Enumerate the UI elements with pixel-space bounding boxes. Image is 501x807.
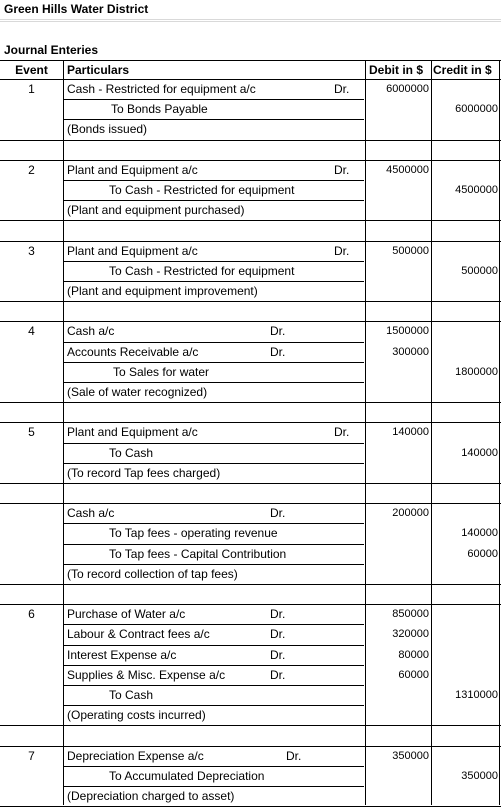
journal-row <box>0 343 501 363</box>
credit-amount <box>432 423 498 443</box>
debit-amount <box>366 726 429 746</box>
dr-marker: Dr. <box>270 627 286 641</box>
journal-row <box>0 706 501 726</box>
particulars-text: To Tap fees - operating revenue <box>109 526 278 540</box>
particulars-text: (Operating costs incurred) <box>67 708 206 722</box>
credit-amount <box>432 666 498 686</box>
debit-amount <box>366 524 429 544</box>
particulars-text: (To record collection of tap fees) <box>67 567 238 581</box>
debit-amount <box>366 787 429 807</box>
particulars-text: (Plant and equipment purchased) <box>67 203 245 217</box>
spacer-row <box>0 221 501 241</box>
debit-amount <box>366 686 429 706</box>
subtitle-row <box>0 41 501 61</box>
journal-row <box>0 100 501 120</box>
journal-row <box>0 605 501 625</box>
credit-amount: 140000 <box>461 527 498 539</box>
journal-row <box>0 666 501 686</box>
event-number <box>0 444 63 464</box>
particulars-text: To Cash - Restricted for equipment <box>109 183 295 197</box>
debit-amount <box>366 302 429 322</box>
journal-row <box>0 787 501 807</box>
dr-marker: Dr. <box>270 345 286 359</box>
dr-marker: Dr. <box>270 324 286 338</box>
column-divider <box>63 60 64 805</box>
credit-amount: 500000 <box>461 265 498 277</box>
credit-amount: 6000000 <box>455 103 498 115</box>
journal-row <box>0 625 501 645</box>
journal-row <box>0 767 501 787</box>
journal-row <box>0 444 501 464</box>
event-number <box>0 464 63 484</box>
journal-row <box>0 646 501 666</box>
page-title: Green Hills Water District <box>4 2 149 16</box>
event-number <box>0 545 63 565</box>
event-number <box>0 262 63 282</box>
column-divider <box>365 60 366 805</box>
title-row <box>0 0 501 20</box>
credit-amount <box>432 605 498 625</box>
particulars-text: To Cash <box>109 446 154 460</box>
event-number <box>0 565 63 585</box>
spacer-row <box>0 726 501 746</box>
particulars-text: To Cash - Restricted for equipment <box>109 264 295 278</box>
journal-row <box>0 565 501 585</box>
particulars-text: Cash a/c <box>67 324 115 338</box>
spacer-row <box>0 403 501 423</box>
particulars-text: (Depreciation charged to asset) <box>67 789 235 803</box>
debit-amount: 4500000 <box>386 164 429 176</box>
page-subtitle: Journal Enteries <box>4 43 99 57</box>
credit-amount <box>432 80 498 100</box>
event-number <box>0 120 63 140</box>
event-number <box>0 282 63 302</box>
credit-amount <box>432 282 498 302</box>
event-number <box>0 767 63 787</box>
event-number <box>0 100 63 120</box>
debit-amount: 6000000 <box>386 83 429 95</box>
credit-amount <box>432 403 498 423</box>
journal-row <box>0 747 501 767</box>
journal-row <box>0 161 501 181</box>
event-number <box>0 524 63 544</box>
journal-row <box>0 423 501 443</box>
dr-marker: Dr. <box>270 506 286 520</box>
particulars-text: Cash a/c <box>67 506 115 520</box>
journal-row <box>0 545 501 565</box>
debit-amount <box>366 464 429 484</box>
credit-amount <box>432 464 498 484</box>
header-row <box>0 60 501 80</box>
credit-amount <box>432 221 498 241</box>
event-number <box>0 646 63 666</box>
credit-amount: 1800000 <box>455 366 498 378</box>
debit-amount: 350000 <box>392 750 429 762</box>
particulars-text: To Tap fees - Capital Contribution <box>109 547 287 561</box>
credit-amount <box>432 646 498 666</box>
credit-amount <box>432 201 498 221</box>
event-number <box>0 726 63 746</box>
particulars-text: Depreciation Expense a/c <box>67 749 204 763</box>
spacer-row <box>0 141 501 161</box>
debit-amount <box>366 585 429 605</box>
dr-marker: Dr. <box>270 668 286 682</box>
particulars-text: To Cash <box>109 688 154 702</box>
event-number: 1 <box>28 82 35 96</box>
event-number: 7 <box>28 749 35 763</box>
event-number: 4 <box>28 324 35 338</box>
credit-amount <box>432 141 498 161</box>
event-number: 5 <box>28 425 35 439</box>
journal-row <box>0 120 501 140</box>
debit-amount <box>366 484 429 504</box>
journal-row <box>0 80 501 100</box>
particulars-text: To Sales for water <box>113 365 210 379</box>
journal-row <box>0 262 501 282</box>
event-number <box>0 141 63 161</box>
credit-amount <box>432 484 498 504</box>
column-divider <box>431 60 432 805</box>
credit-amount <box>432 383 498 403</box>
credit-amount <box>432 161 498 181</box>
dr-marker: Dr. <box>270 607 286 621</box>
credit-amount <box>432 504 498 524</box>
particulars-text: Plant and Equipment a/c <box>67 244 198 258</box>
debit-amount <box>366 545 429 565</box>
journal-row <box>0 322 501 342</box>
journal-row <box>0 181 501 201</box>
debit-amount <box>366 444 429 464</box>
journal-row <box>0 524 501 544</box>
event-number <box>0 181 63 201</box>
credit-amount <box>432 242 498 262</box>
event-number <box>0 706 63 726</box>
particulars-text: To Bonds Payable <box>111 102 208 116</box>
dr-marker: Dr. <box>270 648 286 662</box>
debit-amount: 140000 <box>392 426 429 438</box>
credit-amount: 140000 <box>461 447 498 459</box>
header-debit: Debit in $ <box>369 63 424 77</box>
credit-amount <box>432 120 498 140</box>
debit-amount: 320000 <box>392 628 429 640</box>
particulars-text: Cash - Restricted for equipment a/c <box>67 82 256 96</box>
particulars-text: (Plant and equipment improvement) <box>67 284 258 298</box>
debit-amount <box>366 706 429 726</box>
particulars-text: (Bonds issued) <box>67 122 148 136</box>
event-number: 3 <box>28 244 35 258</box>
journal-row <box>0 242 501 262</box>
debit-amount: 300000 <box>392 346 429 358</box>
credit-amount: 4500000 <box>455 184 498 196</box>
spacer-row <box>0 484 501 504</box>
credit-amount: 350000 <box>461 770 498 782</box>
particulars-text: To Accumulated Depreciation <box>109 769 265 783</box>
debit-amount <box>366 141 429 161</box>
header-particulars: Particulars <box>67 63 130 77</box>
particulars-text: (To record Tap fees charged) <box>67 466 221 480</box>
credit-amount <box>432 787 498 807</box>
debit-amount: 200000 <box>392 507 429 519</box>
journal-row <box>0 201 501 221</box>
debit-amount <box>366 282 429 302</box>
column-divider <box>499 60 500 805</box>
debit-amount <box>366 363 429 383</box>
event-number <box>0 625 63 645</box>
spacer-row <box>0 585 501 605</box>
journal-row <box>0 464 501 484</box>
grid-divider <box>0 21 501 22</box>
debit-amount <box>366 221 429 241</box>
debit-amount <box>366 767 429 787</box>
debit-amount: 60000 <box>398 669 429 681</box>
particulars-text: (Sale of water recognized) <box>67 385 208 399</box>
header-credit: Credit in $ <box>433 63 492 77</box>
spacer-row <box>0 302 501 322</box>
debit-amount <box>366 201 429 221</box>
dr-marker: Dr. <box>334 244 350 258</box>
credit-amount <box>432 302 498 322</box>
journal-row <box>0 504 501 524</box>
event-number <box>0 302 63 322</box>
credit-amount <box>432 747 498 767</box>
debit-amount: 500000 <box>392 245 429 257</box>
particulars-text: Interest Expense a/c <box>67 648 177 662</box>
event-number <box>0 686 63 706</box>
event-number <box>0 585 63 605</box>
event-number: 2 <box>28 163 35 177</box>
particulars-text: Plant and Equipment a/c <box>67 425 198 439</box>
debit-amount: 850000 <box>392 608 429 620</box>
journal-row <box>0 686 501 706</box>
credit-amount: 1310000 <box>455 689 498 701</box>
particulars-text: Accounts Receivable a/c <box>67 345 199 359</box>
dr-marker: Dr. <box>334 82 350 96</box>
debit-amount <box>366 100 429 120</box>
credit-amount <box>432 343 498 363</box>
debit-amount <box>366 383 429 403</box>
event-number <box>0 383 63 403</box>
credit-amount <box>432 706 498 726</box>
debit-amount: 1500000 <box>386 325 429 337</box>
credit-amount <box>432 322 498 342</box>
credit-amount <box>432 585 498 605</box>
debit-amount <box>366 181 429 201</box>
credit-amount <box>432 726 498 746</box>
event-number <box>0 343 63 363</box>
debit-amount <box>366 403 429 423</box>
event-number <box>0 504 63 524</box>
event-number <box>0 201 63 221</box>
event-number <box>0 484 63 504</box>
journal-row <box>0 383 501 403</box>
particulars-text: Labour & Contract fees a/c <box>67 627 210 641</box>
credit-amount: 60000 <box>467 548 498 560</box>
particulars-text: Supplies & Misc. Expense a/c <box>67 668 226 682</box>
dr-marker: Dr. <box>334 163 350 177</box>
credit-amount <box>432 565 498 585</box>
journal-row <box>0 363 501 383</box>
header-event: Event <box>15 63 48 77</box>
event-number <box>0 363 63 383</box>
event-number <box>0 787 63 807</box>
dr-marker: Dr. <box>286 749 302 763</box>
journal-row <box>0 282 501 302</box>
credit-amount <box>432 625 498 645</box>
event-number <box>0 666 63 686</box>
debit-amount <box>366 262 429 282</box>
particulars-text: Purchase of Water a/c <box>67 607 186 621</box>
event-number: 6 <box>28 607 35 621</box>
dr-marker: Dr. <box>334 425 350 439</box>
event-number <box>0 403 63 423</box>
debit-amount <box>366 565 429 585</box>
event-number <box>0 221 63 241</box>
particulars-text: Plant and Equipment a/c <box>67 163 198 177</box>
debit-amount: 80000 <box>398 649 429 661</box>
debit-amount <box>366 120 429 140</box>
